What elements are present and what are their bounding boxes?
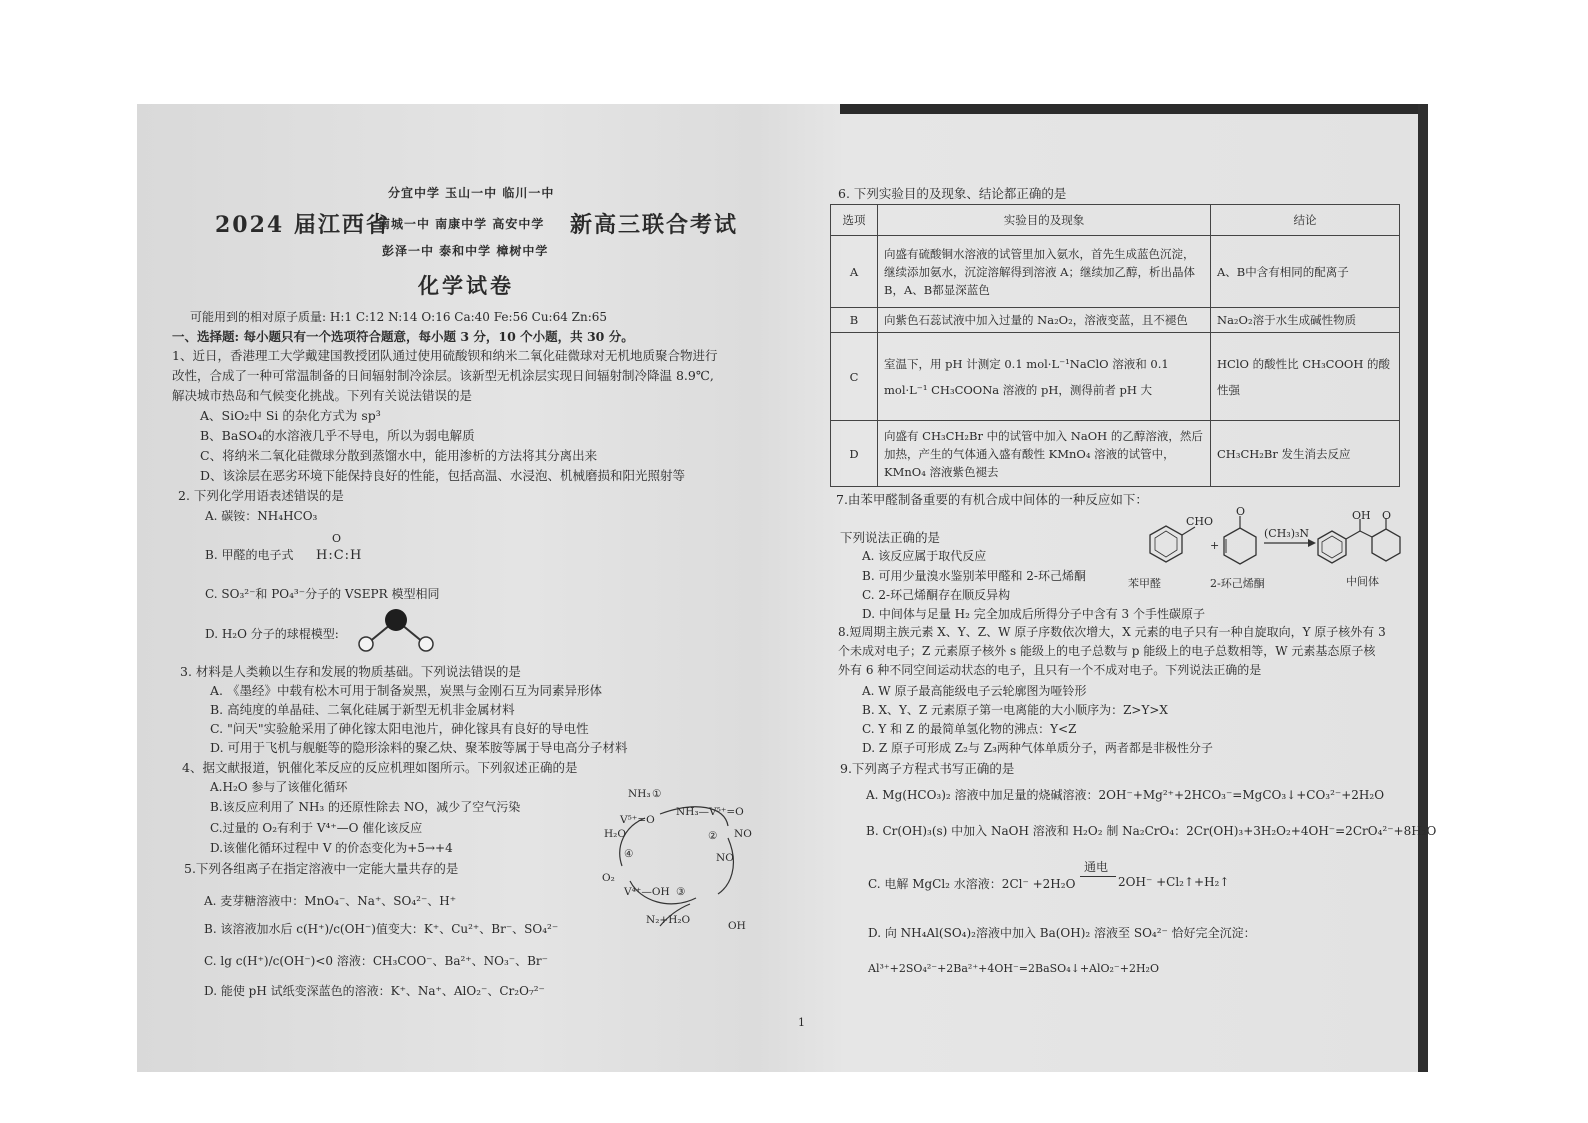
q8-option-a: A. W 原子最高能级电子云轮廓图为哑铃形: [862, 684, 1087, 698]
table-cell-experiment: 室温下，用 pH 计测定 0.1 mol·L⁻¹NaClO 溶液和 0.1 mol·L⁻¹ CH₃COONa 溶液的 pH，测得前者 pH 大: [878, 333, 1211, 421]
q7-option-a: A. 该反应属于取代反应: [862, 549, 987, 563]
cycle-no-1: NO: [734, 828, 752, 840]
section-1-heading: 一、选择题: 每小题只有一个选项符合题意，每小题 3 分，10 个小题，共 30 分。: [172, 329, 634, 344]
formaldehyde-oxygen: O: [332, 532, 342, 545]
q1-stem-3: 解决城市热岛和气候变化挑战。下列有关说法错误的是: [172, 388, 473, 403]
q3-option-b: B. 高纯度的单晶硅、二氧化硅属于新型无机非金属材料: [210, 702, 515, 717]
q5-option-d: D. 能使 pH 试纸变深蓝色的溶液：K⁺、Na⁺、AlO₂⁻、Cr₂O₇²⁻: [204, 984, 545, 998]
table-row: [831, 308, 1400, 333]
cycle-nh3: NH₃: [628, 788, 651, 800]
q8-stem-1: 8.短周期主族元素 X、Y、Z、W 原子序数依次增大，X 元素的电子只有一种自旋取向，Y 原子核外有 3: [838, 625, 1386, 639]
formaldehyde-electron-formula: H:C:H: [316, 548, 363, 563]
table-cell-option: D: [831, 421, 878, 487]
cycle-step-1: ①: [652, 788, 662, 800]
cycle-step-4: ④: [624, 848, 634, 860]
water-ball-stick-model: [350, 606, 440, 656]
ketone-o-label: O: [1236, 505, 1246, 518]
photo-dark-edge-top: [840, 104, 1428, 114]
table-cell-experiment: 向盛有 CH₃CH₂Br 中的试管中加入 NaOH 的乙醇溶液，然后加热，产生的气体通入盛有酸性 KMnO₄ 溶液的试管中，KMnO₄ 溶液紫色褪去: [878, 421, 1211, 487]
subject-title: 化学试卷: [418, 273, 514, 298]
schools-row-2: 南城一中 南康中学 高安中学: [378, 217, 545, 231]
reagent-label: (CH₃)₃N: [1264, 527, 1310, 540]
table-cell-conclusion: HClO 的酸性比 CH₃COOH 的酸性强: [1211, 333, 1400, 421]
q8-option-d: D. Z 原子可形成 Z₂与 Z₃两种气体单质分子，两者都是非极性分子: [862, 741, 1213, 755]
cycle-v5-o: V⁵⁺=O: [620, 814, 655, 826]
q2-option-c: C. SO₃²⁻和 PO₄³⁻分子的 VSEPR 模型相同: [205, 587, 440, 601]
q9-c-equals-line: [1080, 876, 1116, 877]
cycle-v4-oh: V⁴⁺—OH: [624, 886, 670, 898]
cyclohexenone-name: 2-环己烯酮: [1210, 577, 1265, 590]
q9-option-c: C. 电解 MgCl₂ 水溶液：2Cl⁻ +2H₂O: [868, 877, 1076, 891]
q1-option-d: D、该涂层在恶劣环境下能保持良好的性能，包括高温、水浸泡、机械磨损和阳光照射等: [200, 468, 686, 483]
q7-stem: 7.由苯甲醛制备重要的有机合成中间体的一种反应如下：: [836, 492, 1148, 507]
q9-option-a: A. Mg(HCO₃)₂ 溶液中加足量的烧碱溶液：2OH⁻+Mg²⁺+2HCO₃⁻=MgCO₃↓+CO₃²⁻+2H₂O: [866, 788, 1385, 802]
table-cell-option: B: [831, 308, 878, 333]
catalytic-cycle-diagram: [600, 786, 760, 936]
q3-option-a: A. 《墨经》中载有松木可用于制备炭黑，炭黑与金刚石互为同素异形体: [210, 683, 602, 698]
q2-option-d: D. H₂O 分子的球棍模型:: [205, 627, 339, 641]
intermediate-name: 中间体: [1346, 575, 1379, 588]
table-cell-option: A: [831, 236, 878, 308]
table-cell-conclusion: A、B中含有相同的配离子: [1211, 236, 1400, 308]
q4-option-c: C.过量的 O₂有利于 V⁴⁺—O 催化该反应: [210, 821, 423, 835]
q7-option-d: D. 中间体与足量 H₂ 完全加成后所得分子中含有 3 个手性碳原子: [862, 607, 1205, 621]
q4-option-b: B.该反应利用了 NH₃ 的还原性除去 NO，减少了空气污染: [210, 800, 521, 814]
q9-option-d-equation: Al³⁺+2SO₄²⁻+2Ba²⁺+4OH⁻=2BaSO₄↓+AlO₂⁻+2H₂O: [868, 962, 1159, 975]
cycle-no-2: NO: [716, 852, 734, 864]
table-header-option: 选项: [831, 205, 878, 236]
table-row: [831, 236, 1400, 308]
table-cell-conclusion: CH₃CH₂Br 发生消去反应: [1211, 421, 1400, 487]
q6-experiment-table: [830, 204, 1400, 487]
schools-row-3: 彭泽一中 泰和中学 樟树中学: [382, 244, 549, 258]
table-header-experiment: 实验目的及现象: [878, 205, 1211, 236]
q7-sub-stem: 下列说法正确的是: [840, 530, 941, 545]
exam-title: 新高三联合考试: [570, 212, 739, 238]
cycle-n2-h2o: N₂+H₂O: [646, 914, 691, 926]
q8-stem-3: 外有 6 种不同空间运动状态的电子，且只有一个不成对电子。下列说法正确的是: [838, 663, 1262, 677]
table-row: [831, 333, 1400, 421]
q2-stem: 2. 下列化学用语表述错误的是: [178, 488, 344, 503]
q4-option-a: A.H₂O 参与了该催化循环: [210, 780, 348, 794]
table-header-row: [831, 205, 1400, 236]
q5-option-b: B. 该溶液加水后 c(H⁺)/c(OH⁻)值变大：K⁺、Cu²⁺、Br⁻、SO₄²⁻: [204, 922, 559, 936]
q1-stem-2: 改性，合成了一种可常温制备的日间辐射制冷涂层。该新型无机涂层实现日间辐射制冷降温 8.9℃,: [172, 368, 714, 383]
q9-option-c-tail: 2OH⁻ +Cl₂↑+H₂↑: [1118, 875, 1230, 889]
q8-stem-2: 个未成对电子；Z 元素原子核外 s 能级上的电子总数与 p 能级上的电子总数相等，W 元素基态原子核: [838, 644, 1376, 658]
q8-option-b: B. X、Y、Z 元素原子第一电离能的大小顺序为：Z>Y>X: [862, 703, 1168, 717]
cycle-o2: O₂: [602, 872, 615, 884]
q8-option-c: C. Y 和 Z 的最简单氢化物的沸点：Y<Z: [862, 722, 1077, 736]
product-o-label: O: [1382, 509, 1392, 522]
atomic-masses: 可能用到的相对原子质量: H:1 C:12 N:14 O:16 Ca:40 Fe:56 Cu:64 Zn:65: [190, 310, 608, 324]
q1-option-a: A、SiO₂中 Si 的杂化方式为 sp³: [200, 408, 381, 423]
q1-option-b: B、BaSO₄的水溶液几乎不导电，所以为弱电解质: [200, 428, 475, 443]
table-cell-option: C: [831, 333, 878, 421]
q2-option-b: B. 甲醛的电子式: [205, 548, 294, 562]
plus-sign: +: [1210, 539, 1220, 552]
q9-option-b: B. Cr(OH)₃(s) 中加入 NaOH 溶液和 H₂O₂ 制 Na₂CrO₄：2Cr(OH)₃+3H₂O₂+4OH⁻=2CrO₄²⁻+8H₂O: [866, 824, 1437, 838]
q3-option-c: C. "问天"实验舱采用了砷化镓太阳电池片，砷化镓具有良好的导电性: [210, 721, 589, 736]
q5-stem: 5.下列各组离子在指定溶液中一定能大量共存的是: [184, 861, 459, 876]
q7-option-b: B. 可用少量溴水鉴别苯甲醛和 2-环己烯酮: [862, 569, 1086, 583]
cycle-oh: OH: [728, 920, 746, 932]
cycle-h2o: H₂O: [604, 828, 626, 840]
cycle-nh3-v5-o: NH₃—V⁵⁺=O: [676, 806, 744, 818]
q4-option-d: D.该催化循环过程中 V 的价态变化为+5→+4: [210, 841, 453, 855]
q1-option-c: C、将纳米二氧化硅微球分散到蒸馏水中，能用渗析的方法将其分离出来: [200, 448, 598, 463]
q3-option-d: D. 可用于飞机与舰艇等的隐形涂料的聚乙炔、聚苯胺等属于导电高分子材料: [210, 740, 628, 755]
table-cell-conclusion: Na₂O₂溶于水生成碱性物质: [1211, 308, 1400, 333]
q3-stem: 3. 材料是人类赖以生存和发展的物质基础。下列说法错误的是: [180, 664, 521, 679]
table-cell-experiment: 向紫色石蕊试液中加入过量的 Na₂O₂，溶液变蓝，且不褪色: [878, 308, 1211, 333]
cho-label: CHO: [1186, 515, 1214, 528]
q9-option-d: D. 向 NH₄Al(SO₄)₂溶液中加入 Ba(OH)₂ 溶液至 SO₄²⁻ 恰好完全沉淀：: [868, 926, 1256, 940]
table-header-conclusion: 结论: [1211, 205, 1400, 236]
q5-option-a: A. 麦芽糖溶液中：MnO₄⁻、Na⁺、SO₄²⁻、H⁺: [204, 894, 457, 908]
q1-stem-1: 1、近日，香港理工大学戴建国教授团队通过使用硫酸钡和纳米二氧化硅微球对无机地质聚合物进行: [172, 348, 718, 363]
schools-row-1: 分宜中学 玉山一中 临川一中: [388, 186, 555, 200]
oh-label: OH: [1352, 509, 1371, 522]
q7-option-c: C. 2-环己烯酮存在顺反异构: [862, 588, 1011, 602]
q9-stem: 9.下列离子方程式书写正确的是: [840, 761, 1015, 776]
q6-stem: 6. 下列实验目的及现象、结论都正确的是: [838, 186, 1067, 201]
q4-stem: 4、据文献报道，钒催化苯反应的反应机理如图所示。下列叙述正确的是: [182, 760, 578, 775]
q9-c-condition: 通电: [1084, 860, 1109, 874]
benzaldehyde-name: 苯甲醛: [1128, 577, 1161, 590]
year-province: 2024 届江西省: [215, 212, 390, 238]
table-cell-experiment: 向盛有硫酸铜水溶液的试管里加入氨水，首先生成蓝色沉淀，继续添加氨水，沉淀溶解得到溶液 A；继续加乙醇，析出晶体 B，A、B都显深蓝色: [878, 236, 1211, 308]
q7-reaction-scheme: [1120, 505, 1420, 595]
page-number: 1: [798, 1016, 805, 1029]
q2-option-a: A. 碳铵：NH₄HCO₃: [205, 509, 318, 523]
cycle-step-2: ②: [708, 830, 718, 842]
q5-option-c: C. lg c(H⁺)/c(OH⁻)<0 溶液：CH₃COO⁻、Ba²⁺、NO₃⁻、Br⁻: [204, 954, 549, 968]
table-row: [831, 421, 1400, 487]
cycle-step-3: ③: [676, 886, 686, 898]
